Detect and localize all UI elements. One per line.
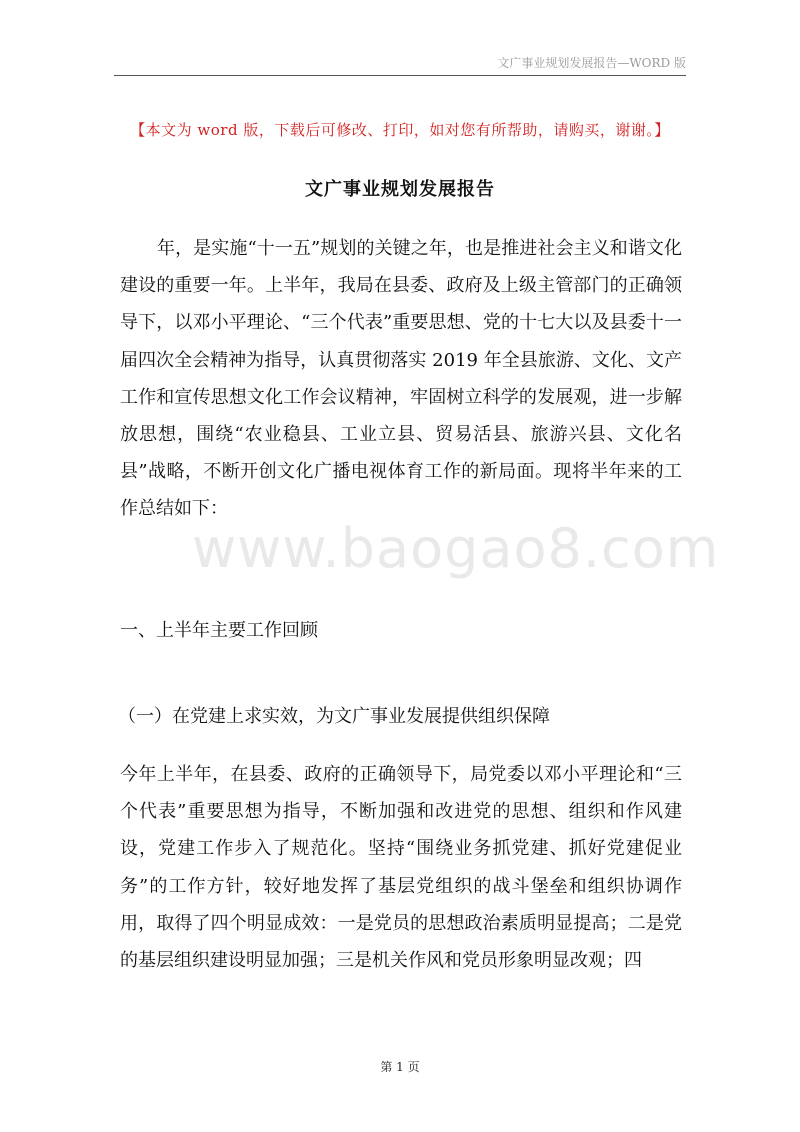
intro-paragraph: 年，是实施“十一五”规划的关键之年，也是推进社会主义和谐文化建设的重要一年。上半年，我局在县委、政府及上级主管部门的正确领导下，以邓小平理论、“三个代表”重要思想、党的十七大以及县委十一届四次全会精神为指导，认真贯彻落实 2019 年全县旅游、文化、文产工作和宣传思想文化工作会议精神，牢固树立科学的发展观，进一步解放思想，围绕“农业稳县、工业立县、贸易活县、旅游兴县、文化名县”战略，不断开创文化广播电视体育工作的新局面。现将半年来的工作总结如下： <box>120 238 682 520</box>
body-paragraph: 今年上半年，在县委、政府的正确领导下，局党委以邓小平理论和“三个代表”重要思想为指导，不断加强和改进党的思想、组织和作风建设，党建工作步入了规范化。坚持“围绕业务抓党建、抓好党建促业务”的工作方针，较好地发挥了基层党组织的战斗堡垒和组织协调作用，取得了四个明显成效：一是党员的思想政治素质明显提高；二是党的基层组织建设明显加强；三是机关作风和党员形象明显改观；四 <box>120 764 682 972</box>
document-title: 文广事业规划发展报告 <box>305 179 495 200</box>
section-heading: 一、上半年主要工作回顾 <box>120 620 318 641</box>
subsection-heading: （一）在党建上求实效，为文广事业发展提供组织保障 <box>118 706 550 727</box>
running-header: 文广事业规划发展报告—WORD 版 <box>497 56 686 70</box>
watermark: www.baogao8.com <box>192 517 720 580</box>
header-divider <box>114 75 686 76</box>
purchase-notice: 【本文为 word 版，下载后可修改、打印，如对您有所帮助，请购买，谢谢。】 <box>130 121 670 139</box>
page-number: 第 1 页 <box>380 1060 420 1074</box>
